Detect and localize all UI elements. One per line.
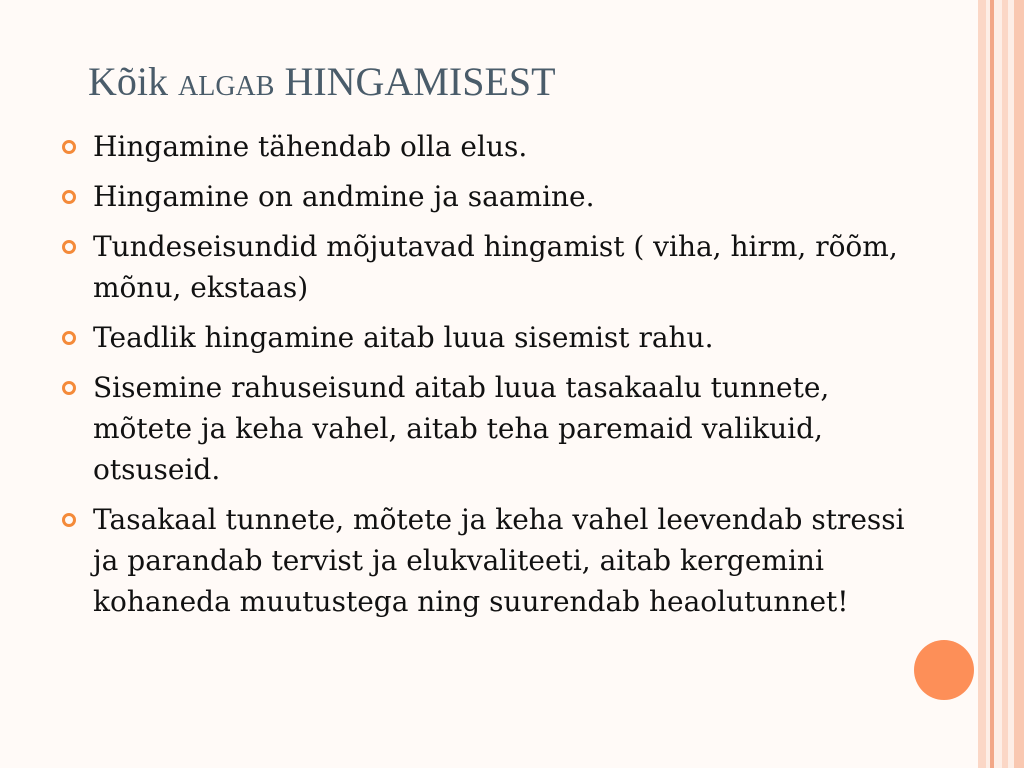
title-word: HINGAMISEST xyxy=(284,59,556,104)
bullet-text: Hingamine tähendab olla elus. xyxy=(93,130,528,163)
bullet-icon xyxy=(62,513,76,527)
bullet-text: Hingamine on andmine ja saamine. xyxy=(93,180,595,213)
decorative-stripe xyxy=(978,0,986,768)
bullet-icon xyxy=(62,381,76,395)
bullet-item xyxy=(62,499,922,622)
decorative-circle-icon xyxy=(914,640,974,700)
bullet-item xyxy=(62,126,922,167)
bullet-icon xyxy=(62,140,76,154)
bullet-item xyxy=(62,317,922,358)
bullet-icon xyxy=(62,190,76,204)
bullet-item xyxy=(62,226,922,308)
bullet-text: Teadlik hingamine aitab luua sisemist rahu. xyxy=(93,321,714,354)
bullet-icon xyxy=(62,240,76,254)
bullet-text: Tundeseisundid mõjutavad hingamist ( viha, hirm, rõõm, mõnu, ekstaas) xyxy=(93,230,898,304)
title-word: Kõik xyxy=(88,59,168,104)
bullet-icon xyxy=(62,331,76,345)
bullet-item xyxy=(62,367,922,490)
decorative-stripe xyxy=(994,0,1002,768)
bullet-text: Sisemine rahuseisund aitab luua tasakaalu tunnete, mõtete ja keha vahel, aitab teha paremaid valikuid, otsuseid. xyxy=(93,371,830,486)
bullet-list xyxy=(62,126,922,631)
title-word: algab xyxy=(178,59,275,104)
bullet-text: Tasakaal tunnete, mõtete ja keha vahel leevendab stressi ja parandab tervist ja elukvaliteeti, aitab kergemini kohaneda muutustega ning suurendab heaolutunnet! xyxy=(93,503,905,618)
slide-title xyxy=(88,56,948,108)
decorative-stripe xyxy=(1014,0,1024,768)
bullet-item xyxy=(62,176,922,217)
